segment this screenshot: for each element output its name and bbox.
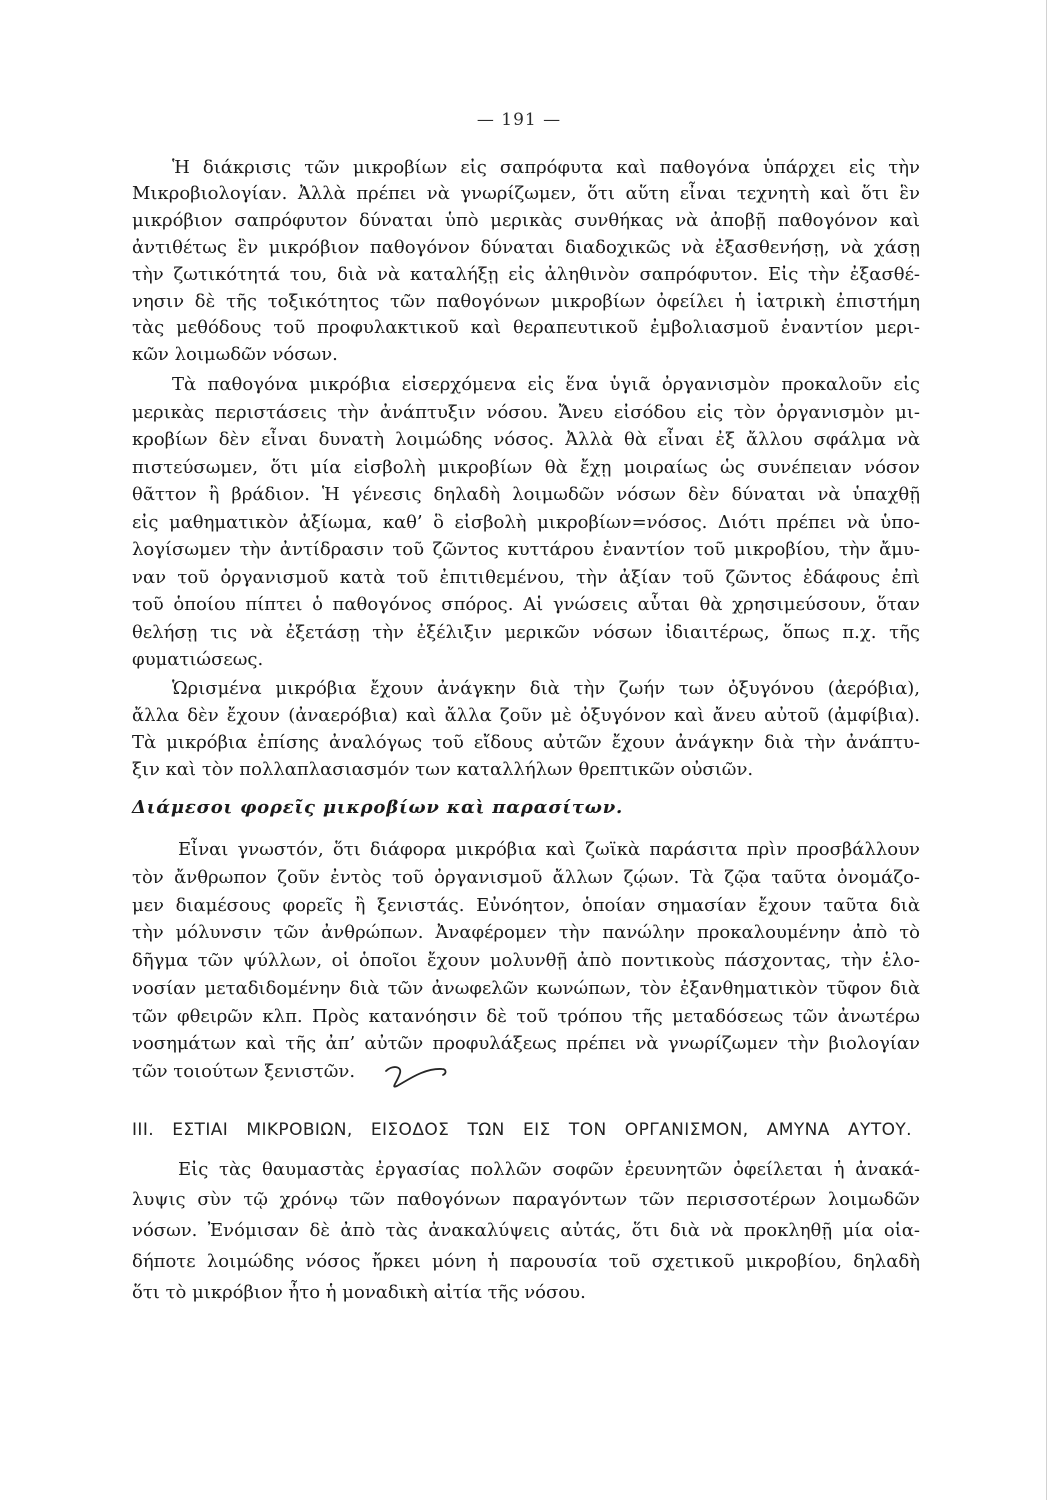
text-line: μερικὰς περιστάσεις τὴν ἀνάπτυξιν νόσου. Ἄνευ εἰσόδου εἰς τὸν ὀργανισμὸν μι- — [132, 401, 920, 423]
text-line: θᾶττον ἢ βράδιον. Ἡ γένεσις δηλαδὴ λοιμωδῶν νόσων δὲν δύναται νὰ ὑπαχθῇ — [132, 484, 920, 506]
text-line: τοῦ ὁποίου πίπτει ὁ παθογόνος σπόρος. Αἱ γνώσεις αὗται θὰ χρησιμεύσουν, ὅταν — [132, 594, 920, 616]
text-line: Ἡ διάκρισις τῶν μικροβίων εἰς σαπρόφυτα καὶ παθογόνα ὑπάρχει εἰς τὴν — [172, 156, 920, 178]
section-heading: III. ΕΣΤΙΑΙ ΜΙΚΡΟΒΙΩΝ, ΕΙΣΟΔΟΣ ΤΩΝ ΕΙΣ ΤΟΝ ΟΡΓΑΝΙΣΜΟΝ, ΑΜΥΝΑ ΑΥΤΟΥ. — [132, 1120, 912, 1140]
subheading-block — [132, 795, 920, 821]
text-line: ἀντιθέτως ἓν μικρόβιον παθογόνον δύναται διαδοχικῶς νὰ ἐξασθενήσῃ, νὰ χάσῃ — [132, 236, 920, 258]
paragraph — [132, 371, 920, 674]
text-line: λυψις σὺν τῷ χρόνῳ τῶν παθογόνων παραγόντων τῶν περισσοτέρων λοιμωδῶν — [132, 1189, 920, 1211]
text-line: ξιν καὶ τὸν πολλαπλασιασμόν των καταλλήλων θρεπτικῶν οὐσιῶν. — [132, 758, 754, 780]
page-number: — 191 — — [476, 110, 562, 130]
text-line: κῶν λοιμωδῶν νόσων. — [132, 344, 338, 366]
text-line: φυματιώσεως. — [132, 649, 264, 671]
text-line: Μικροβιολογίαν. Ἀλλὰ πρέπει νὰ γνωρίζωμεν, ὅτι αὕτη εἶναι τεχνητὴ καὶ ὅτι ἓν — [132, 183, 920, 205]
text-line: τὰς μεθόδους τοῦ προφυλακτικοῦ καὶ θεραπευτικοῦ ἐμβολιασμοῦ ἐναντίον μερι- — [132, 317, 920, 339]
text-line: τῶν τοιούτων ξενιστῶν. — [132, 1061, 356, 1082]
text-line: πιστεύσωμεν, ὅτι μία εἰσβολὴ μικροβίων θὰ ἔχῃ μοιραίως ὡς συνέπειαν νόσον — [132, 456, 920, 478]
section-heading-block — [132, 1117, 912, 1143]
text-line: τῶν φθειρῶν κλπ. Πρὸς κατανόησιν δὲ τοῦ τρόπου τῆς μεταδόσεως τῶν ἀνωτέρω — [132, 1005, 920, 1027]
text-line: νοσίαν μεταδιδομένην διὰ τῶν ἀνωφελῶν κωνώπων, τὸν ἐξανθηματικὸν τῦφον διὰ — [132, 977, 920, 999]
text-line: δήποτε λοιμώδης νόσος ἤρκει μόνη ἡ παρουσία τοῦ σχετικοῦ μικροβίου, δηλαδὴ — [132, 1250, 920, 1272]
text-line: Εἶναι γνωστόν, ὅτι διάφορα μικρόβια καὶ ζωϊκὰ παράσιτα πρὶν προσβάλλουν — [178, 839, 920, 860]
text-line: νησιν δὲ τῆς τοξικότητος τῶν παθογόνων μικροβίων ὀφείλει ἡ ἰατρικὴ ἐπιστήμη — [132, 290, 920, 312]
text-line: ναν τοῦ ὀργανισμοῦ κατὰ τοῦ ἐπιτιθεμένου, τὴν ἀξίαν τοῦ ζῶντος ἐδάφους ἐπὶ — [132, 566, 920, 588]
text-line: Εἰς τὰς θαυμαστὰς ἐργασίας πολλῶν σοφῶν ἐρευνητῶν ὀφείλεται ἡ ἀνακά- — [178, 1158, 920, 1180]
text-line: λογίσωμεν τὴν ἀντίδρασιν τοῦ ζῶντος κυττάρου ἐναντίον τοῦ μικροβίου, τὴν ἄμυ- — [132, 539, 920, 561]
text-line: ὅτι τὸ μικρόβιον ἦτο ἡ μοναδικὴ αἰτία τῆς νόσου. — [132, 1281, 586, 1303]
text-line: Ὡρισμένα μικρόβια ἔχουν ἀνάγκην διὰ τὴν ζωήν των ὀξυγόνου (ἀερόβια), — [172, 677, 920, 699]
text-line: Τὰ μικρόβια ἐπίσης ἀναλόγως τοῦ εἴδους αὐτῶν ἔχουν ἀνάγκην διὰ τὴν ἀνάπτυ- — [132, 731, 920, 753]
subheading: Διάμεσοι φορεῖς μικροβίων καὶ παρασίτων. — [132, 797, 624, 818]
paragraph — [132, 155, 920, 369]
paragraph — [132, 1155, 920, 1309]
text-line: τὴν μόλυνσιν τῶν ἀνθρώπων. Ἀναφέρομεν τὴν πανώλην προκαλουμένην ἀπὸ τὸ — [132, 922, 920, 944]
text-line: τὸν ἄνθρωπον ζοῦν ἐντὸς τοῦ ὀργανισμοῦ ἄλλων ζῴων. Τὰ ζῷα ταῦτα ὀνομάζο- — [132, 866, 920, 888]
handwritten-mark — [380, 1056, 450, 1098]
text-line: δῆγμα τῶν ψύλλων, οἱ ὁποῖοι ἔχουν μολυνθῇ ἀπὸ ποντικοὺς πάσχοντας, τὴν ἑλο- — [132, 950, 920, 971]
text-line: νόσων. Ἐνόμισαν δὲ ἀπὸ τὰς ἀνακαλύψεις αὐτάς, ὅτι διὰ νὰ προκληθῇ μία οἱα- — [132, 1220, 920, 1242]
text-line: κροβίων δὲν εἶναι δυνατὴ λοιμώδης νόσος. Ἀλλὰ θὰ εἶναι ἐξ ἄλλου σφάλμα νὰ — [132, 429, 920, 451]
page-edge — [1046, 0, 1047, 1500]
text-line: θελήσῃ τις νὰ ἐξετάσῃ τὴν ἐξέλιξιν μερικῶν νόσων ἰδιαιτέρως, ὅπως π.χ. τῆς — [132, 621, 920, 643]
text-line: ἄλλα δὲν ἔχουν (ἀναερόβια) καὶ ἄλλα ζοῦν μὲ ὀξυγόνον καὶ ἄνευ αὐτοῦ (ἀμφίβια). — [132, 704, 920, 726]
text-line: τὴν ζωτικότητά του, διὰ νὰ καταλήξῃ εἰς ἀληθινὸν σαπρόφυτον. Εἰς τὴν ἐξασθέ- — [132, 263, 920, 285]
paragraph — [132, 836, 920, 1086]
text-line: νοσημάτων καὶ τῆς ἀπ’ αὐτῶν προφυλάξεως πρέπει νὰ γνωρίζωμεν τὴν βιολογίαν — [132, 1033, 920, 1055]
text-line: εἰς μαθηματικὸν ἀξίωμα, καθ’ ὃ εἰσβολὴ μικροβίων=νόσος. Διότι πρέπει νὰ ὑπο- — [132, 511, 920, 533]
text-line: μεν διαμέσους φορεῖς ἢ ξενιστάς. Εὐνόητον, ὁποίαν σημασίαν ἔχουν ταῦτα διὰ — [132, 894, 920, 916]
text-line: Τὰ παθογόνα μικρόβια εἰσερχόμενα εἰς ἕνα ὑγιᾶ ὀργανισμὸν προκαλοῦν εἰς — [172, 374, 920, 396]
text-line: μικρόβιον σαπρόφυτον δύναται ὑπὸ μερικὰς συνθήκας νὰ ἀποβῇ παθογόνον καὶ — [132, 210, 920, 232]
paragraph — [132, 675, 920, 783]
